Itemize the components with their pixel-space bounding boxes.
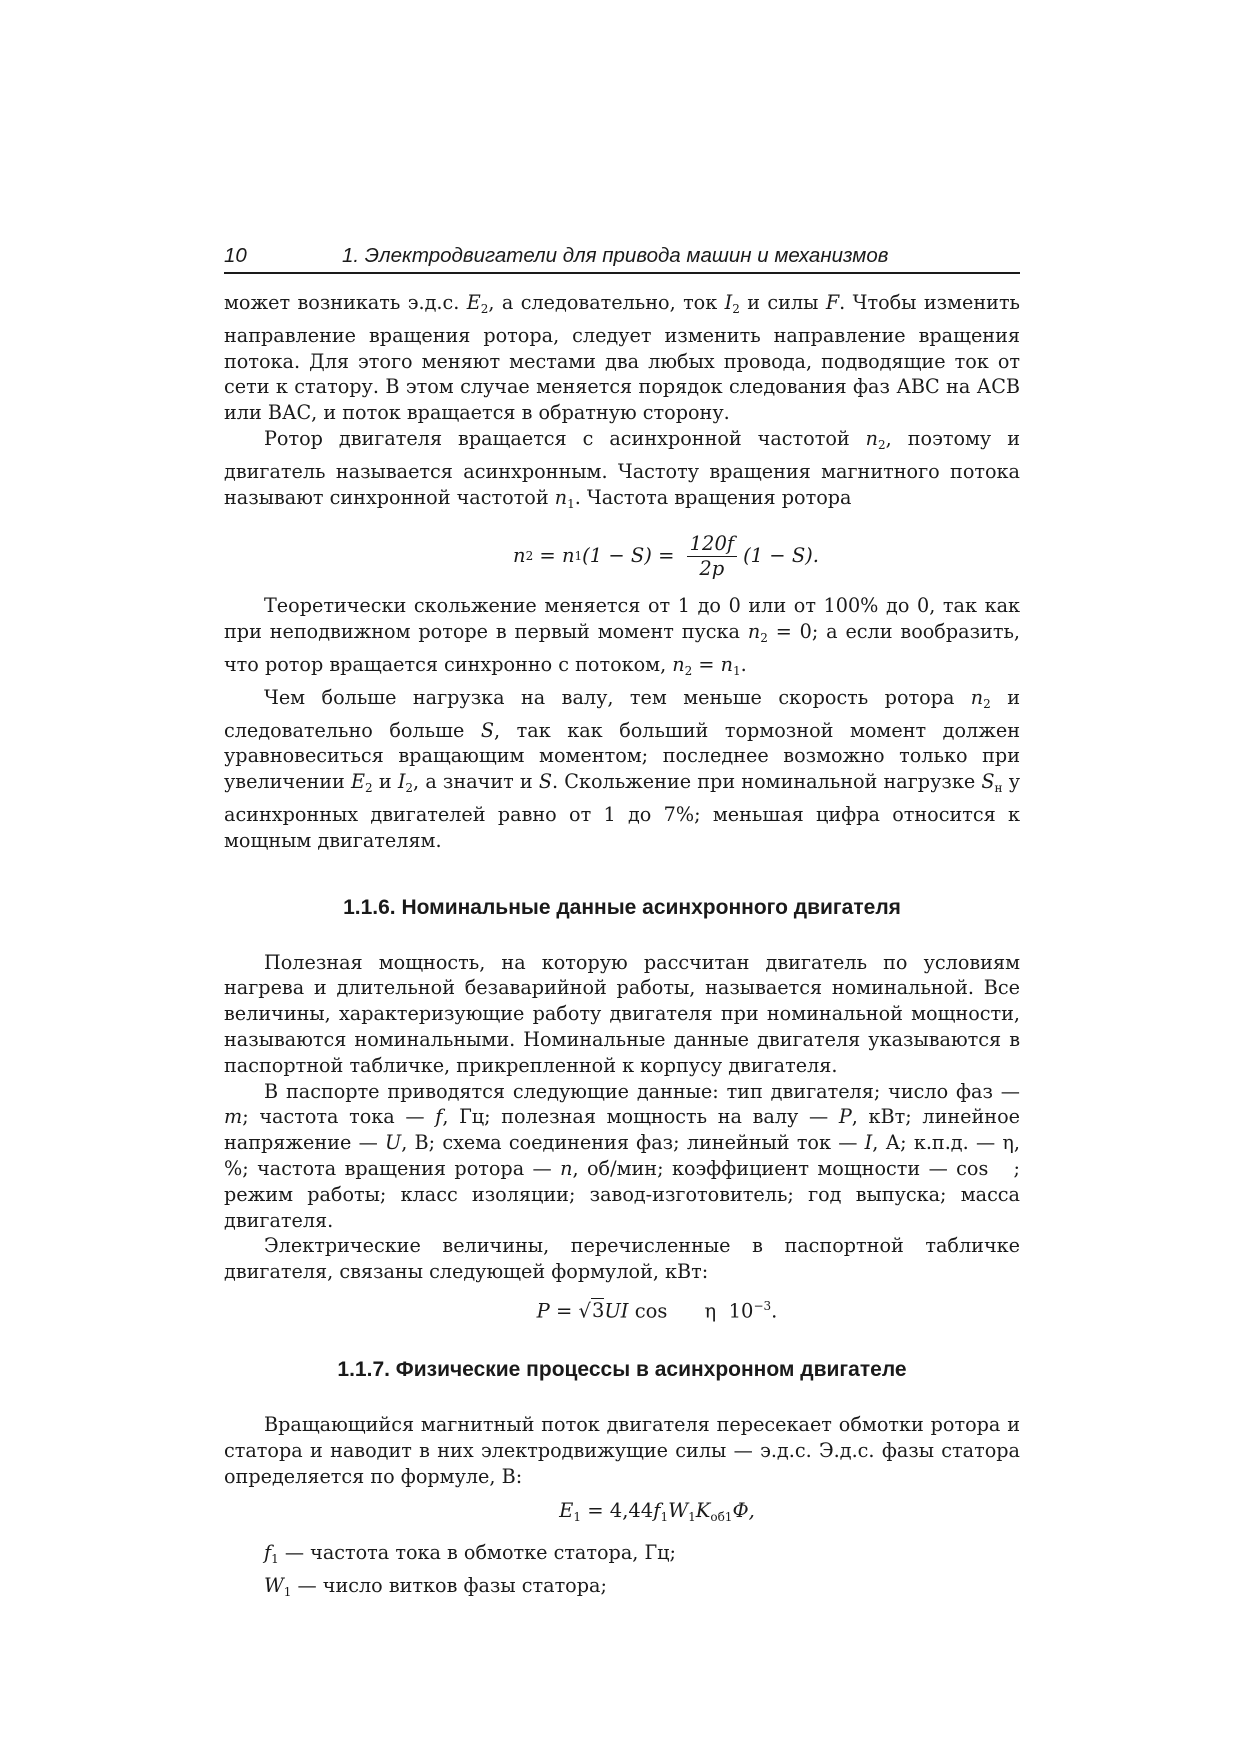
fraction: $\frac{120f}{2p}$ — [687, 532, 737, 581]
definition-f1: $f_1$ — частота тока в обмотке статора, Гц; — [264, 1540, 676, 1566]
section-heading-1-1-6: 1.1.6. Номинальные данные асинхронного двигателя — [343, 895, 901, 919]
formula-rotor-speed: n 2 = n 1 (1 − S) = $\frac{120f}{2p}$ (1 − S). — [513, 531, 819, 580]
running-header — [224, 244, 1020, 274]
paragraph-3: Теоретически скольжение меняется от 1 до 0 или от 100% до 0, так как при неподвижном роторе в первый момент пуска $n_2 = 0$; а если вообразить, что ротор вращается синхронно с потоком, $n_2 = n_1$. — [224, 594, 1020, 678]
paragraph-4: Чем больше нагрузка на валу, тем меньше скорость ротора $n_2$ и следовательно больше S, так как больший тормозной момент должен уравновеситься вращающим моментом; последнее возможно только при увеличении $E_2$ и $I_2$, а значит и S. Скольжение при номинальной нагрузке $S_н$ у асинхронных двигателей равно от 1 до 7%; меньшая цифра относится к мощным двигателям. — [224, 685, 1020, 852]
paragraph-8: Вращающийся магнитный поток двигателя пересекает обмотки ротора и статора и наводит в них электродвижущие силы — э.д.с. Э.д.с. фазы статора определяется по формуле, В: — [224, 1413, 1020, 1488]
chapter-title: 1. Электродвигатели для привода машин и механизмов — [342, 244, 889, 267]
paragraph-6: В паспорте приводятся следующие данные: тип двигателя; число фаз — m; частота тока — f, Гц; полезная мощность на валу — P, кВт; линейное напряжение — U, В; схема соединения фаз; линейный ток — I, А; к.п.д. — η, %; частота вращения ротора — n, об/мин; коэффициент мощности — cos ; режим работы; класс изоляции; завод-изготовитель; год выпуска; масса двигателя. — [224, 1079, 1027, 1232]
page-body — [224, 290, 1027, 1605]
paragraph-2: Ротор двигателя вращается с асинхронной частотой $n_2$, поэтому и двигатель называется асинхронным. Частоту вращения магнитного потока называют синхронной частотой $n_1$. Частота вращения ротора — [224, 426, 1020, 511]
formula-power: P = √3UI cos η $10^{-3}$. — [536, 1298, 778, 1323]
paragraph-5: Полезная мощность, на которую рассчитан двигатель по условиям нагрева и длительной безаварийной работы, называется номинальной. Все величины, характеризующие работу двигателя при номинальной мощности, называются номинальными. Номинальные данные двигателя указываются в паспортной табличке, прикрепленной к корпусу двигателя. — [224, 950, 1020, 1077]
definition-w1: $W_1$ — число витков фазы статора; — [264, 1573, 607, 1599]
paragraph-1: может возникать э.д.с. $E_2$, а следовательно, ток $I_2$ и силы F. Чтобы изменить направление вращения ротора, следует изменить направление вращения потока. Для этого меняют местами два любых провода, подводящие ток от сети к статору. В этом случае меняется порядок следования фаз АВС на АСВ или ВАС, и поток вращается в обратную сторону. — [224, 291, 1021, 425]
page-number: 10 — [224, 244, 247, 267]
section-heading-1-1-7: 1.1.7. Физические процессы в асинхронном двигателе — [337, 1358, 907, 1382]
paragraph-7: Электрические величины, перечисленные в паспортной табличке двигателя, связаны следующей формулой, кВт: — [224, 1234, 1020, 1284]
formula-emf: $E_1 = 4,44f_1W_1K_{об1}Ф$, — [559, 1498, 755, 1524]
book-page — [224, 244, 1027, 1605]
